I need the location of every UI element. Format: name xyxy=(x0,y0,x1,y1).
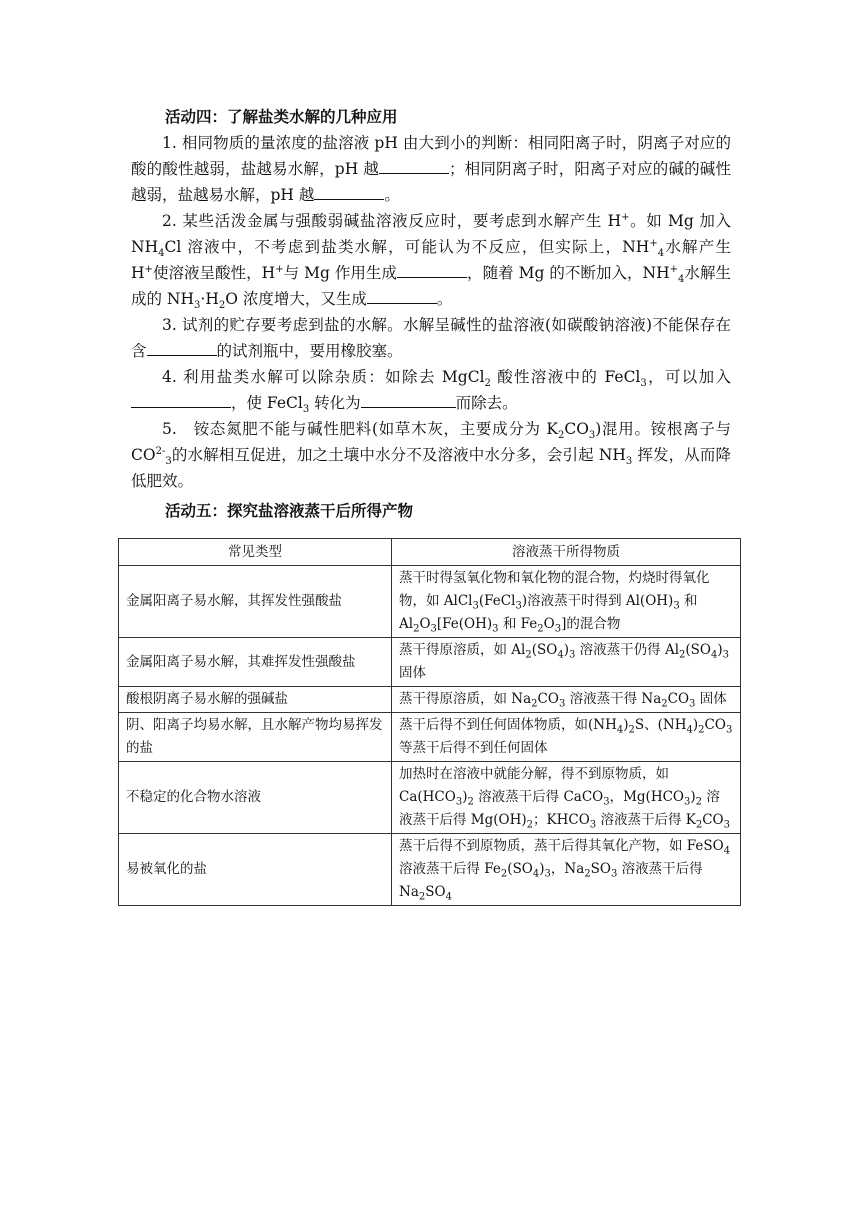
answer-blank[interactable] xyxy=(397,261,467,278)
p4-text-f: 而除去。 xyxy=(455,394,518,412)
p4-text-e: 转化为 xyxy=(309,394,361,412)
p4-text-b: 酸性溶液中的 FeCl xyxy=(490,368,641,386)
p1-text-b: ；相同阴离子时，阳离子对应的碱的碱性越弱，盐越易水解，pH 越 xyxy=(131,160,731,204)
p5-text-a: 5. 铵态氮肥不能与碱性肥料(如草木灰，主要成分为 K xyxy=(162,420,558,438)
row-product: 蒸干时得氢氧化物和氧化物的混合物，灼烧时得氧化物，如 AlCl$_3$(FeCl$_3$)溶液蒸干时得到 $Al(OH)_3$ 和 $Al_2O_3[Fe(OH)_3$ 和 $Fe_2O_3$]的混合物 xyxy=(392,566,741,638)
superscript: + xyxy=(669,263,678,275)
row-type: 不稳定的化合物水溶液 xyxy=(119,762,392,834)
row-product: 加热时在溶液中就能分解，得不到原物质，如 $Ca(HCO_3)_2$ 溶液蒸干后得 CaCO$_3$，$Mg(HCO_3)_2$ 溶液蒸干后得 $Mg(OH)_2$；$KHCO_3$ 溶液蒸干后得 $K_2CO_3$ xyxy=(392,762,741,834)
column-header-type: 常见类型 xyxy=(119,539,392,566)
p2-text-i: ·H xyxy=(200,290,219,308)
subscript: 4 xyxy=(678,274,685,286)
row-type: 金属阳离子易水解，其难挥发性强酸盐 xyxy=(119,638,392,687)
p2-text-c: Cl 溶液中，不考虑到盐类水解，可能认为不反应，但实际上，NH xyxy=(164,238,650,256)
activity4-heading: 活动四：了解盐类水解的几种应用 xyxy=(165,108,398,126)
p2-text-f: 与 Mg 作用生成 xyxy=(283,264,397,282)
answer-blank[interactable] xyxy=(131,391,231,408)
evaporation-products-table xyxy=(118,538,741,906)
p4-text-c: ，可以加入 xyxy=(646,368,731,386)
table-row xyxy=(119,713,741,762)
p2-text-d: 水解产生 H xyxy=(131,238,731,282)
p2-text-b: 。如 Mg 加入 NH xyxy=(131,212,731,256)
p1-text-c: 。 xyxy=(384,186,400,204)
subscript: 2 xyxy=(484,378,491,390)
row-product: 蒸干后得不到原物质，蒸干后得其氧化产物，如 FeSO$_4$ 溶液蒸干后得 $Fe_2(SO_4)_3$，$Na_2SO_3$ 溶液蒸干后得 $Na_2SO_4$ xyxy=(392,834,741,906)
p5-text-d: 的水解相互促进，加之土壤中水分不及溶液中水分多，会引起 NH xyxy=(171,446,626,464)
row-type: 酸根阴离子易水解的强碱盐 xyxy=(119,687,392,713)
activity5-heading: 活动五：探究盐溶液蒸干后所得产物 xyxy=(165,502,414,520)
table-header-row xyxy=(119,539,741,566)
subscript: 4 xyxy=(158,248,165,260)
superscript: + xyxy=(144,263,153,275)
table-row xyxy=(119,762,741,834)
paragraph-1 xyxy=(131,130,731,208)
answer-blank[interactable] xyxy=(361,391,456,408)
row-product: 蒸干得原溶质，如 $Na_2CO_3$ 溶液蒸干得 $Na_2CO_3$ 固体 xyxy=(392,687,741,713)
superscript: 2- xyxy=(155,445,166,457)
p5-text-e: 挥发，从而降低肥效。 xyxy=(131,446,731,490)
superscript: + xyxy=(275,263,284,275)
activity4-section xyxy=(131,104,731,524)
table-row xyxy=(119,566,741,638)
row-type: 阴、阳离子均易水解，且水解产物均易挥发的盐 xyxy=(119,713,392,762)
p3-text-a: 3. 试剂的贮存要考虑到盐的水解。水解呈碱性的盐溶液(如碳酸钠溶液)不能保存在含 xyxy=(131,316,731,360)
answer-blank[interactable] xyxy=(147,339,217,356)
answer-blank[interactable] xyxy=(379,157,449,174)
subscript: 3 xyxy=(640,378,647,390)
p2-text-g: ，随着 Mg 的不断加入，NH xyxy=(467,264,670,282)
p5-text-b: CO xyxy=(564,420,589,438)
p3-text-b: 的试剂瓶中，要用橡胶塞。 xyxy=(216,342,403,360)
row-product: 蒸干得原溶质，如 $Al_2(SO_4)_3$ 溶液蒸干仍得 $Al_2(SO_4)_3$固体 xyxy=(392,638,741,687)
subscript: 4 xyxy=(657,248,665,260)
row-product: 蒸干后得不到任何固体物质，如$(NH_4)_2S$、$(NH_4)_2CO_3$ 等蒸干后得不到任何固体 xyxy=(392,713,741,762)
table-row xyxy=(119,687,741,713)
paragraph-2 xyxy=(131,208,731,312)
subscript: 2 xyxy=(218,300,226,312)
superscript: + xyxy=(649,237,658,249)
p2-text-j: O 浓度增大，又生成 xyxy=(225,290,367,308)
subscript: 2 xyxy=(557,430,565,442)
p5-text-c: )混用。铵根离子与 CO xyxy=(131,420,731,464)
subscript: 3 xyxy=(165,456,172,468)
row-type: 易被氧化的盐 xyxy=(119,834,392,906)
subscript: 3 xyxy=(588,430,596,442)
p2-text-h: 水解生成的 NH xyxy=(131,264,731,308)
p2-text-e: 使溶液呈酸性，H xyxy=(152,264,276,282)
subscript: 3 xyxy=(302,404,310,416)
answer-blank[interactable] xyxy=(367,287,437,304)
p1-text-a: 1. 相同物质的量浓度的盐溶液 pH 由大到小的判断：相同阳离子时，阴离子对应的酸的酸性越弱，盐越易水解，pH 越 xyxy=(131,134,731,178)
paragraph-5 xyxy=(131,416,731,494)
p2-text-a: 2. 某些活泼金属与强酸弱碱盐溶液反应时，要考虑到水解产生 H xyxy=(162,212,622,230)
table-row xyxy=(119,834,741,906)
paragraph-4 xyxy=(131,364,731,416)
answer-blank[interactable] xyxy=(314,183,384,200)
column-header-product: 溶液蒸干所得物质 xyxy=(392,539,741,566)
row-type: 金属阳离子易水解，其挥发性强酸盐 xyxy=(119,566,392,638)
subscript: 3 xyxy=(625,456,633,468)
paragraph-3 xyxy=(131,312,731,364)
p2-text-k: 。 xyxy=(436,290,453,308)
superscript: + xyxy=(621,211,630,223)
subscript: 3 xyxy=(194,300,201,312)
table-row xyxy=(119,638,741,687)
p4-text-a: 4. 利用盐类水解可以除杂质：如除去 MgCl xyxy=(162,368,485,386)
p4-text-d: ，使 FeCl xyxy=(231,394,303,412)
